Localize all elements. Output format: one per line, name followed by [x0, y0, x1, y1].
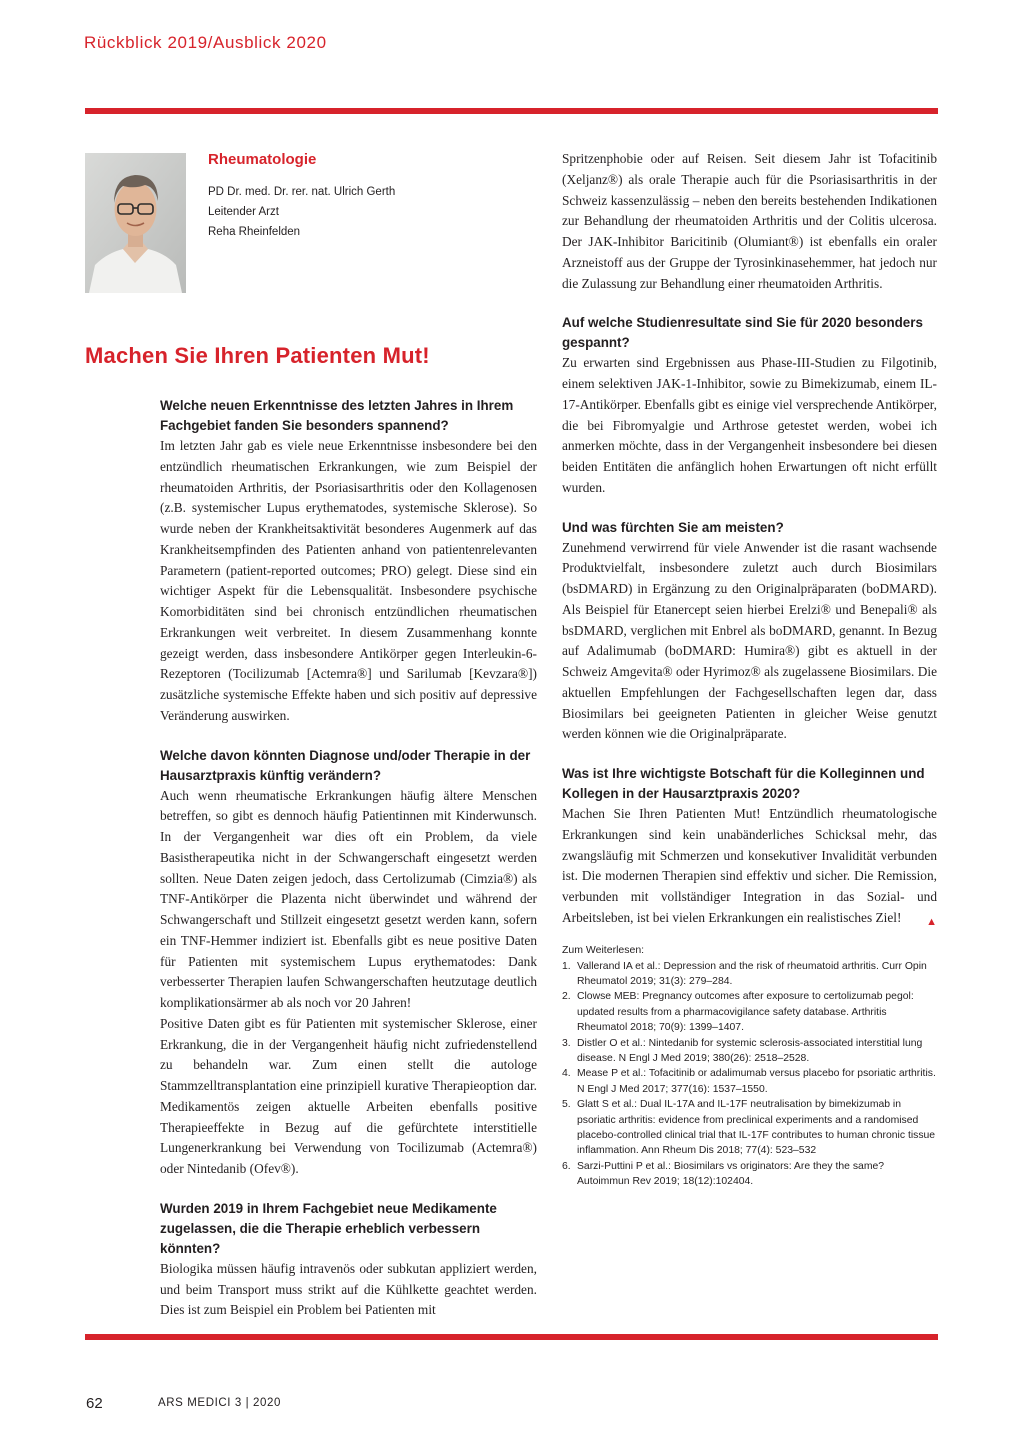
- reference-item: 6. Sarzi-Puttini P et al.: Biosimilars vs originators: Are they the same? Autoimmun Rev 2019; 18(12):102404.: [562, 1160, 885, 1188]
- answer-5: Zunehmend verwirrend für viele Anwender ist die rasant wachsende Produktvielfalt, insbesondere zuletzt auch durch Biosimilars (bsDMARD) in Ergänzung zu den Originalpräparaten (boDMARD). Als Beispiel für Etanercept seien hierbei Erelzi® und Benepali® als bsDMARD, verglichen mit Enbrel als boDMARD, genannt. In Bezug auf Adalimumab (boDMARD: Humira®) gibt es aktuell in der Schweiz Amgevita® oder Hyrimoz® als zugelassene Biosimilars. Die aktuellen Empfehlungen der Fachgesellschaften legen dar, dass Biosimilars bei geeigneten Patienten in gleicher Weise genutzt werden können wie die Originalpräparate.: [562, 539, 937, 742]
- article-headline: Machen Sie Ihren Patienten Mut!: [85, 343, 430, 368]
- question-2: Welche davon könnten Diagnose und/oder Therapie in der Hausarztpraxis künftig verändern?: [160, 747, 531, 783]
- right-column: [562, 149, 937, 1190]
- author-photo: [85, 153, 186, 293]
- reference-item: 3. Distler O et al.: Nintedanib for systemic sclerosis-associated interstitial lung disease. N Engl J Med 2019; 380(26): 2518–2528.: [562, 1037, 923, 1064]
- references-title: Zum Weiterlesen:: [562, 943, 645, 956]
- bottom-rule: [85, 1334, 938, 1340]
- reference-item: 2. Clowse MEB: Pregnancy outcomes after exposure to certolizumab pegol: updated results from a pharmacovigilance safety database. Arthritis Rheumatol 2018; 70(9): 1399–1407.: [562, 991, 914, 1034]
- answer-3: Biologika müssen häufig intravenös oder subkutan appliziert werden, und beim Transport muss strikt auf die Kühlkette geachtet werden. Dies ist zum Beispiel ein Problem bei Patienten mit: [160, 1260, 537, 1318]
- question-1: Welche neuen Erkenntnisse des letzten Jahres in Ihrem Fachgebiet fanden Sie besonders spannend?: [160, 398, 514, 433]
- question-3: Wurden 2019 in Ihrem Fachgebiet neue Medikamente zugelassen, die die Therapie erheblich verbessern könnten?: [160, 1200, 497, 1256]
- page-number: 62: [86, 1395, 103, 1412]
- magazine-name: ARS MEDICI 3 | 2020: [158, 1397, 282, 1409]
- answer-6-text: Machen Sie Ihren Patienten Mut! Entzündlich rheumatologische Erkrankungen sind kein unabänderliches Schicksal mehr, das zwangsläufig mit Schmerzen und konsekutiver Invalidität verbunden ist. Die modernen Therapien sind effektiv und sicher. Die Remission, verbunden mit vollständiger Integration in das Sozial- und Arbeitsleben, ist bei vielen Erkrankungen ein realistisches Ziel!: [562, 806, 937, 925]
- question-4: Auf welche Studienresultate sind Sie für 2020 besonders gespannt?: [562, 315, 923, 351]
- answer-1: Im letzten Jahr gab es viele neue Erkenntnisse insbesondere bei den entzündlich rheumatischen Erkrankungen, wie zum Beispiel der rheumatoiden Arthritis, der Psoriasisarthritis oder den Kollagenosen (z.B. systemischer Lupus erythematodes, systemische Sklerose). So wurde neben der Krankheitsaktivität besonderes Augenmerk auf das Krankheitsempfinden des Patienten anhand von patientenrelevanten Parametern (patient-reported outcomes; PRO) gelegt. Diese sind ein wichtiger Aspekt für die Lebensqualität. Insbesondere psychische Komorbiditäten sind bei chronisch entzündlichen rheumatischen Erkrankungen weit verbreitet. In diesem Zusammenhang konnte gezeigt werden, dass insbesondere Antikörper gegen Interleukin-6-Rezeptoren (Tocilizumab [Actemra®] und Sarilumab [Kevzara®]) zusätzliche systemische Effekte haben und sich positiv auf depressive Veränderung auswirken.: [160, 438, 537, 723]
- end-mark-icon: ▲: [926, 915, 937, 928]
- reference-item: 5. Glatt S et al.: Dual IL-17A and IL-17F neutralisation by bimekizumab in psoriatic arthritis: evidence from preclinical experiments and a randomised placebo-controlled clinical trial that IL-17F contributes to human chronic tissue inflammation. Ann Rheum Dis 2018; 77(4): 523–532: [562, 1099, 936, 1157]
- answer-3-continued: Spritzenphobie oder auf Reisen. Seit diesem Jahr ist Tofacitinib (Xeljanz®) als orale Therapie auch für die Psoriasisarthritis in der Schweiz kassenzulässig – neben den bereits bestehenden Indikationen zur Behandlung der rheumatoiden Arthritis und der Colitis ulcerosa. Der JAK-Inhibitor Baricitinib (Olumiant®) ist ebenfalls ein oraler Arzneistoff aus der Gruppe der Tyrosinkinasehemmer, hat jedoch nur die Zulassung zur Behandlung einer rheumatoiden Arthritis.: [562, 151, 937, 291]
- section-kicker: Rückblick 2019/Ausblick 2020: [84, 33, 327, 52]
- question-6: Was ist Ihre wichtigste Botschaft für die Kolleginnen und Kollegen in der Hausarztpraxis 2020?: [562, 766, 925, 801]
- author-block: [208, 151, 528, 242]
- question-5: Und was fürchten Sie am meisten?: [562, 519, 784, 535]
- reference-item: 4. Mease P et al.: Tofacitinib or adalimumab versus placebo for psoriatic arthritis. N Engl J Med 2017; 377(16): 1537–1550.: [562, 1068, 936, 1095]
- answer-4: Zu erwarten sind Ergebnissen aus Phase-III-Studien zu Filgotinib, einem selektiven JAK-1-Inhibitor, sowie zu Bimekizumab, einem IL-17-Antikörper. Ebenfalls gibt es einige viel versprechende Antikörper, die bei Fibromyalgie und Arthrose getestet werden, wobei ich anmerken möchte, dass in der Vergangenheit insbesondere bei diesen beiden Entitäten die anfänglich hohen Erwartungen oft nicht erfüllt wurden.: [562, 355, 937, 495]
- left-column: [160, 396, 537, 1321]
- top-rule: [85, 108, 938, 114]
- answer-2-part-2: Positive Daten gibt es für Patienten mit systemischer Sklerose, einer Erkrankung, die in der Vergangenheit häufig nicht zufriedenstellend zu behandeln war. Zum einen stellt die autologe Stammzelltransplantation eine prinzipiell kurative Therapieoption dar. Medikamentös zeigen aktuelle Arbeiten ebenfalls positive Therapieeffekte in Bezug auf die gefürchtete interstitielle Lungenerkrankung bei Verwendung von Tocilizumab (Actemra®) oder Nintedanib (Ofev®).: [160, 1015, 537, 1176]
- author-institution: Reha Rheinfelden: [208, 226, 301, 238]
- author-role: Leitender Arzt: [208, 206, 279, 218]
- answer-2-part-1: Auch wenn rheumatische Erkrankungen häufig ältere Menschen betreffen, so gibt es dennoch häufig Patientinnen mit Kinderwunsch. In der Vergangenheit war dies oft ein Problem, da viele Basistherapeutika nicht in der Schwangerschaft eingesetzt werden sollten. Neue Daten zeigen jedoch, dass Certolizumab (Cimzia®) als TNF-Antikörper die Plazenta nicht überwindet und während der Schwangerschaft und Stillzeit eingesetzt gesetzt werden kann, sofern ein TNF-Hemmer indiziert ist. Ebenfalls gibt es neue positive Daten für Patienten mit systemischem Lupus erythematodes: Dank verbesserter Therapien laufen Schwangerschaften heutzutage deutlich komplikationsärmer ab als noch vor 20 Jahren!: [160, 787, 537, 1010]
- reference-item: 1. Vallerand IA et al.: Depression and the risk of rheumatoid arthritis. Curr Opin Rheumatol 2019; 31(3): 279–284.: [562, 960, 927, 987]
- references: [562, 943, 937, 1190]
- specialty-title: Rheumatologie: [208, 151, 317, 168]
- answer-6: [562, 804, 937, 929]
- author-name: PD Dr. med. Dr. rer. nat. Ulrich Gerth: [208, 186, 396, 198]
